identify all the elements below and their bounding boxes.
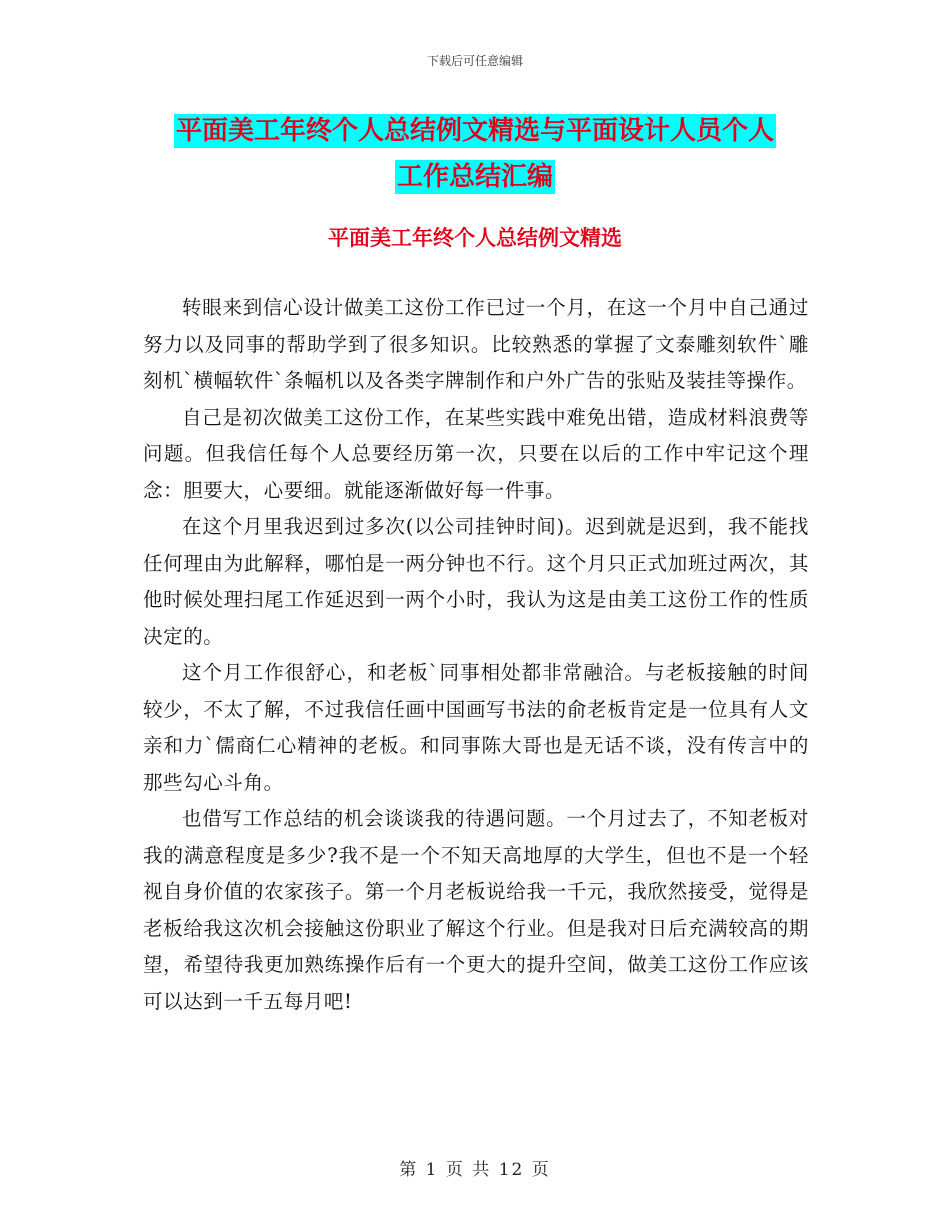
document-title [0, 108, 950, 200]
paragraph: 在这个月里我迟到过多次(以公司挂钟时间)。迟到就是迟到，我不能找任何理由为此解释，哪怕是一两分钟也不行。这个月只正式加班过两次，其他时候处理扫尾工作延迟到一两个小时，我认为这是由美工这份工作的性质决定的。 [143, 515, 809, 648]
paragraph: 转眼来到信心设计做美工这份工作已过一个月，在这一个月中自己通过努力以及同事的帮助学到了很多知识。比较熟悉的掌握了文泰雕刻软件`雕刻机`横幅软件`条幅机以及各类字牌制作和户外广告的张贴及装挂等操作。 [143, 296, 809, 392]
header-note: 下载后可任意编辑 [426, 54, 523, 68]
page-number-footer: 第 1 页 共 12 页 [399, 1160, 551, 1180]
paragraph: 自己是初次做美工这份工作，在某些实践中难免出错，造成材料浪费等问题。但我信任每个人总要经历第一次，只要在以后的工作中牢记这个理念：胆要大，心要细。就能逐渐做好每一件事。 [143, 405, 809, 502]
paragraph: 这个月工作很舒心，和老板`同事相处都非常融洽。与老板接触的时间较少，不太了解，不过我信任画中国画写书法的俞老板肯定是一位具有人文亲和力`儒商仁心精神的老板。和同事陈大哥也是无话不谈，没有传言中的那些勾心斗角。 [143, 661, 809, 794]
document-title-line-2: 工作总结汇编 [396, 162, 553, 192]
document-body [143, 290, 809, 1020]
paragraph: 也借写工作总结的机会谈谈我的待遇问题。一个月过去了，不知老板对我的满意程度是多少?我不是一个不知天高地厚的大学生，但也不是一个轻视自身价值的农家孩子。第一个月老板说给我一千元，我欣然接受，觉得是老板给我这次机会接触这份职业了解这个行业。但是我对日后充满较高的期望，希望待我更加熟练操作后有一个更大的提升空间，做美工这份工作应该可以达到一千五每月吧! [143, 807, 809, 1013]
section-title: 平面美工年终个人总结例文精选 [328, 225, 622, 250]
document-title-line-1: 平面美工年终个人总结例文精选与平面设计人员个人 [175, 116, 774, 146]
